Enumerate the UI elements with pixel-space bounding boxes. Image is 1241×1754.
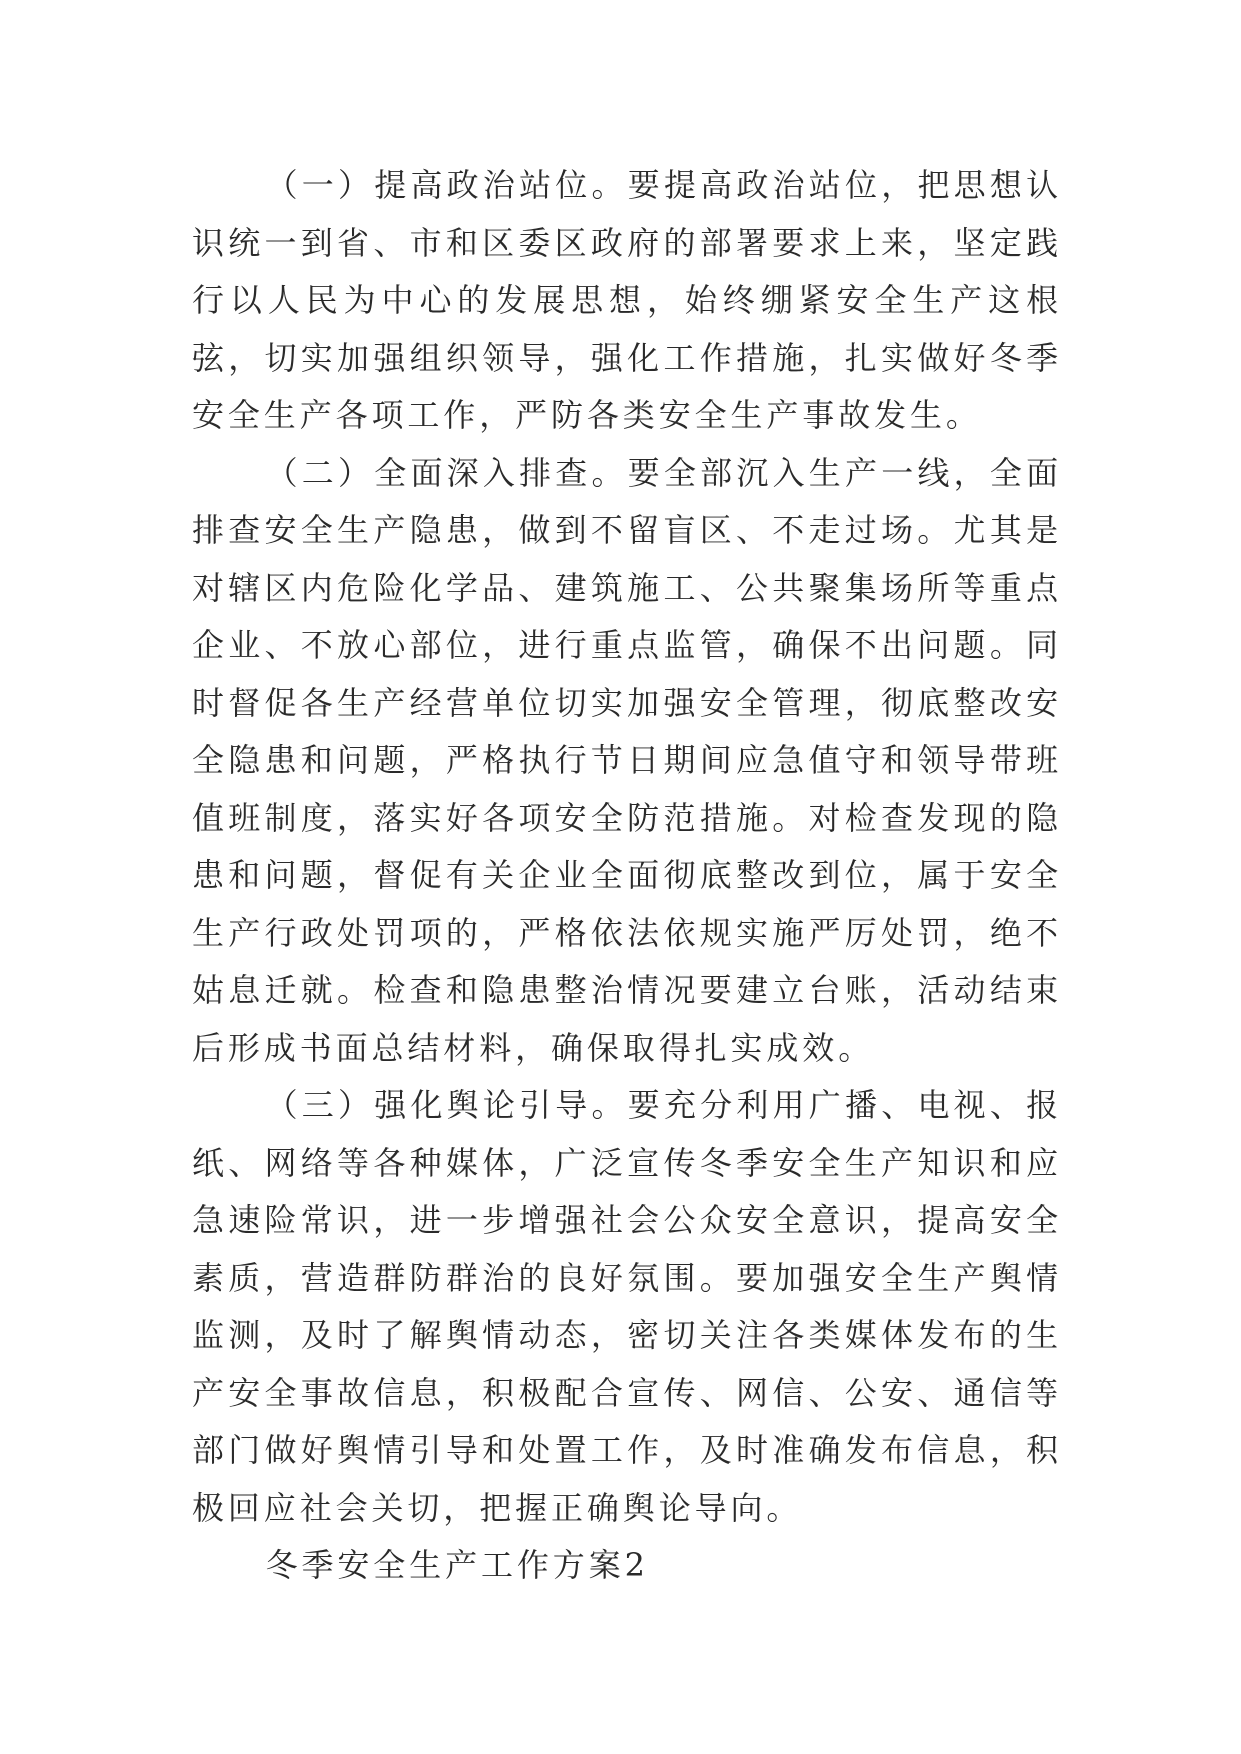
document-body <box>192 157 1062 1595</box>
paragraph-public-opinion: （三）强化舆论引导。要充分利用广播、电视、报纸、网络等各种媒体，广泛宣传冬季安全生产知识和应急速险常识，进一步增强社会公众安全意识，提高安全素质，营造群防群治的良好氛围。要加强安全生产舆情监测，及时了解舆情动态，密切关注各类媒体发布的生产安全事故信息，积极配合宣传、网信、公安、通信等部门做好舆情引导和处置工作，及时准确发布信息，积极回应社会关切，把握正确舆论导向。 <box>192 1086 1062 1527</box>
paragraph-thorough-inspection: （二）全面深入排查。要全部沉入生产一线，全面排查安全生产隐患，做到不留盲区、不走过场。尤其是对辖区内危险化学品、建筑施工、公共聚集场所等重点企业、不放心部位，进行重点监管，确保不出问题。同时督促各生产经营单位切实加强安全管理，彻底整改安全隐患和问题，严格执行节日期间应急值守和领导带班值班制度，落实好各项安全防范措施。对检查发现的隐患和问题，督促有关企业全面彻底整改到位，属于安全生产行政处罚项的，严格依法依规实施严厉处罚，绝不姑息迁就。检查和隐患整治情况要建立台账，活动结束后形成书面总结材料，确保取得扎实成效。 <box>192 453 1062 1067</box>
paragraph-political-stance: （一）提高政治站位。要提高政治站位，把思想认识统一到省、市和区委区政府的部署要求上来，坚定践行以人民为中心的发展思想，始终绷紧安全生产这根弦，切实加强组织领导，强化工作措施，扎实做好冬季安全生产各项工作，严防各类安全生产事故发生。 <box>192 166 1062 434</box>
section-heading: 冬季安全生产工作方案2 <box>265 1546 649 1584</box>
